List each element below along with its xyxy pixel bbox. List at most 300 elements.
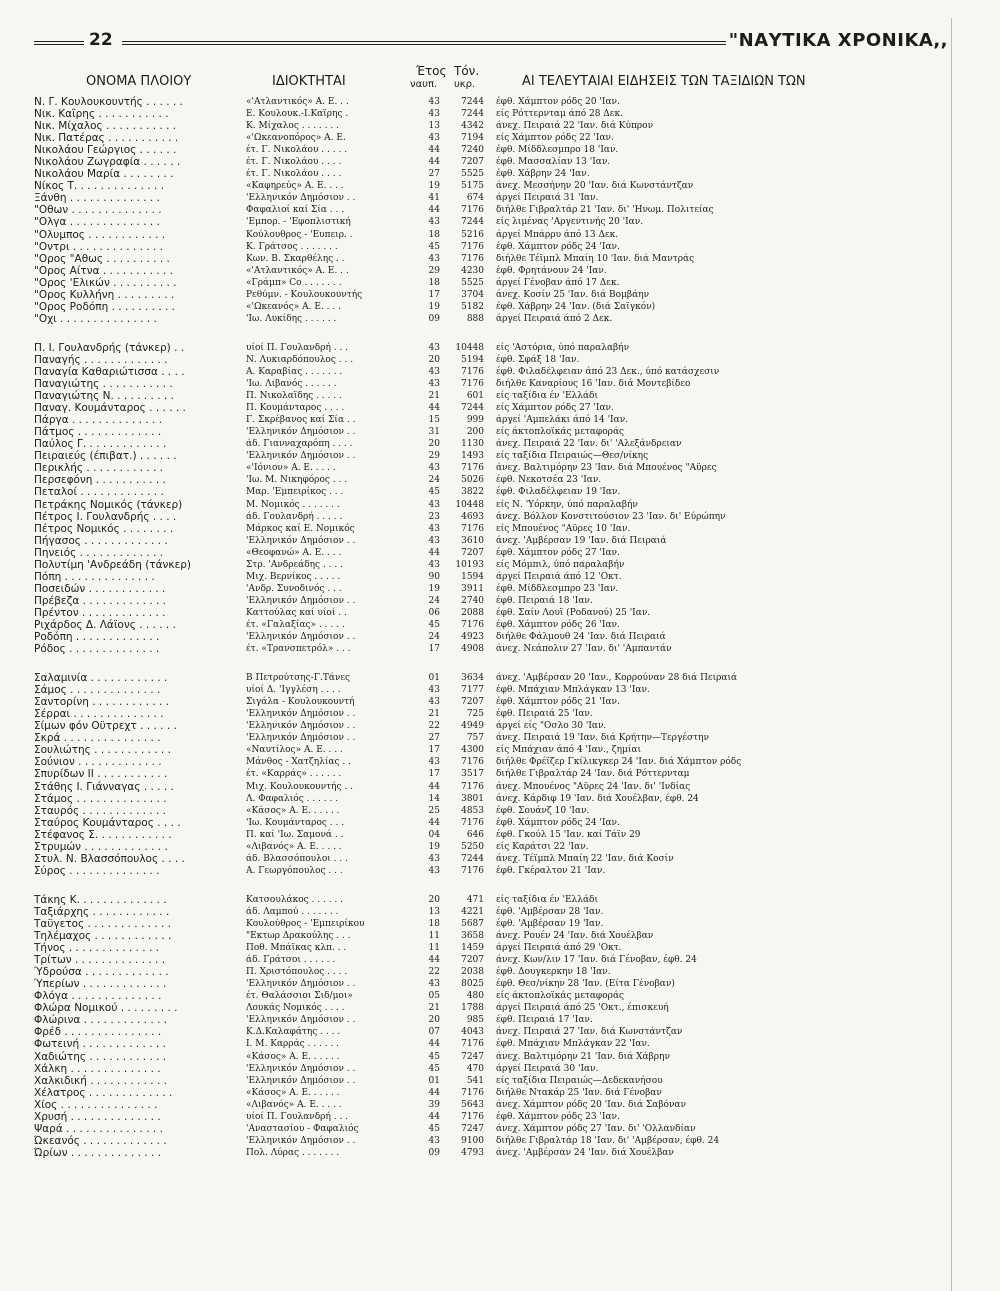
tonnage: 541 bbox=[466, 1075, 484, 1086]
build-year: 05 bbox=[428, 991, 440, 1002]
table-row bbox=[34, 96, 914, 108]
owner-name: υίοί Π. Γουλανδρή . . . bbox=[246, 1111, 349, 1122]
table-row bbox=[34, 132, 914, 144]
table-row bbox=[34, 1135, 914, 1147]
voyage-news: είς Ν. 'Υόρκην, ύπό παραλαβήν bbox=[496, 499, 638, 510]
voyage-news: είς άκτοπλοϊκάς μεταφοράς bbox=[496, 427, 625, 438]
ship-name: "Ορος "Αθως . . . . . . . . . . bbox=[34, 252, 170, 265]
tonnage: 5194 bbox=[461, 354, 484, 365]
voyage-news: έφθ. Χάμπτον ρόδς 26 'Ιαν. bbox=[496, 619, 620, 630]
tonnage: 9100 bbox=[461, 1135, 484, 1146]
ship-name: "Ορος Ροδόπη . . . . . . . . . . bbox=[34, 300, 176, 313]
build-year: 43 bbox=[428, 379, 440, 390]
table-row bbox=[34, 289, 914, 301]
voyage-news: έφθ. Μασσαλίαν 13 'Ιαν. bbox=[496, 157, 611, 168]
table-row bbox=[34, 402, 914, 414]
tonnage: 888 bbox=[466, 313, 484, 324]
voyage-news: έφθ. Πειραιά 17 'Ιαν. bbox=[496, 1015, 593, 1026]
tonnage: 5687 bbox=[461, 919, 484, 929]
build-year: 43 bbox=[428, 559, 440, 570]
ship-name: Φωτεινή . . . . . . . . . . . . . bbox=[34, 1038, 166, 1051]
owner-name: 'Ιω. Κουμάνταρος . . . bbox=[246, 817, 345, 828]
build-year: 18 bbox=[428, 277, 440, 288]
ship-name: Παναγιώτης . . . . . . . . . . . bbox=[34, 378, 173, 391]
tonnage: 5175 bbox=[461, 181, 484, 192]
owner-name: Μ. Νομικός . . . . . . . bbox=[246, 499, 340, 510]
voyage-news: είς Μπουένος "Αϋρες 10 'Ιαν. bbox=[496, 523, 631, 534]
tonnage: 7176 bbox=[461, 1087, 484, 1098]
table-row bbox=[34, 535, 914, 547]
table-row bbox=[34, 672, 914, 684]
build-year: 20 bbox=[428, 439, 440, 450]
build-year: 44 bbox=[428, 817, 440, 828]
tonnage: 3517 bbox=[461, 769, 484, 780]
ship-name: Φλώρα Νομικού . . . . . . . . . bbox=[34, 1002, 178, 1015]
ship-name: Σίμων φόν Οϋτρεχτ . . . . . . bbox=[34, 720, 177, 733]
owner-name: 'Ελληνικόν Δημόσιον . . bbox=[246, 193, 356, 204]
owner-name: άδ. Βλασσόπουλοι . . . bbox=[246, 853, 348, 864]
tonnage: 7244 bbox=[461, 97, 484, 107]
tonnage: 3911 bbox=[461, 583, 484, 594]
magazine-title: "ΝΑΥΤΙΚΑ ΧΡΟΝΙΚΑ,, bbox=[728, 30, 948, 51]
tonnage: 3634 bbox=[461, 673, 484, 684]
owner-name: Κατσουλάκος . . . . . . bbox=[246, 894, 344, 905]
voyage-news: διήλθε Γιβραλτάρ 21 'Ιαν. δι' 'Ηνωμ. Πολιτείας bbox=[496, 205, 714, 216]
header-news: ΑΙ ΤΕΛΕΥΤΑΙΑΙ ΕΙΔΗΣΕΙΣ ΤΩΝ ΤΑΞΙΔΙΩΝ ΤΩΝ bbox=[522, 74, 806, 89]
tonnage: 5525 bbox=[461, 169, 484, 180]
table-row bbox=[34, 301, 914, 313]
ship-name: Ρόδος . . . . . . . . . . . . . . bbox=[34, 643, 160, 656]
owner-name: Κ. Γράτσος . . . . . . . bbox=[246, 241, 338, 252]
tonnage: 7176 bbox=[461, 865, 484, 876]
table-row bbox=[34, 486, 914, 498]
tonnage: 5643 bbox=[461, 1099, 484, 1110]
tonnage: 4793 bbox=[461, 1147, 484, 1158]
voyage-news: άνεχ. Χάμπτον ρόδς 27 'Ιαν. δι' 'Ολλανδίαν bbox=[496, 1123, 696, 1134]
ship-name: Σταύρος Κουμάνταρος . . . . bbox=[34, 816, 181, 829]
table-row bbox=[34, 954, 914, 966]
table-row bbox=[34, 781, 914, 793]
owner-name: 'Ελληνικόν Δημόσιον . . bbox=[246, 595, 356, 606]
tonnage: 7207 bbox=[461, 955, 484, 966]
owner-name: έτ. «Τρανσπετρόλ» . . . bbox=[246, 644, 351, 655]
ship-name: Πηνειός . . . . . . . . . . . . . bbox=[34, 546, 164, 559]
voyage-news: είς Χάμπτον ρόδς 27 'Ιαν. bbox=[496, 403, 614, 414]
tonnage: 601 bbox=[466, 391, 484, 402]
build-year: 18 bbox=[428, 229, 440, 240]
owner-name: Λ. Φαφαλιός . . . . . . bbox=[246, 793, 339, 804]
voyage-news: άργεί Πειραιά 31 'Ιαν. bbox=[496, 193, 599, 204]
ship-name: Παναγής . . . . . . . . . . . . . bbox=[34, 353, 168, 366]
tonnage: 985 bbox=[466, 1015, 484, 1026]
table-row bbox=[34, 829, 914, 841]
voyage-news: άργεί Πειραιά άπό 12 'Οκτ. bbox=[496, 571, 622, 582]
owner-name: Μάρκος καί Ε. Νομικός bbox=[246, 523, 355, 534]
header-tons: Τόν. bbox=[454, 64, 480, 78]
tonnage: 3610 bbox=[461, 535, 484, 546]
tonnage: 646 bbox=[466, 829, 484, 840]
owner-name: έτ. «Καρράς» . . . . . . bbox=[246, 769, 342, 780]
build-year: 23 bbox=[428, 511, 440, 522]
table-row bbox=[34, 978, 914, 990]
voyage-news: άνεχ. 'Αμβέρσαν 20 'Ιαν., Κορρούναν 28 διά Πειραιά bbox=[496, 673, 738, 684]
owner-name: έτ. Γ. Νικολάου . . . . bbox=[246, 157, 342, 168]
table-row bbox=[34, 990, 914, 1002]
build-year: 09 bbox=[428, 1147, 440, 1158]
ship-name: Νικολάου Μαρία . . . . . . . . bbox=[34, 168, 174, 181]
tonnage: 10448 bbox=[455, 499, 484, 510]
tonnage: 5026 bbox=[461, 475, 484, 486]
ship-name: Χαδιώτης . . . . . . . . . . . . bbox=[34, 1050, 167, 1063]
voyage-news: έφθ. Χάβρην 24 'Ιαν. bbox=[496, 169, 590, 180]
voyage-news: άργεί Πειραιά άπό 2 Δεκ. bbox=[496, 313, 613, 324]
voyage-news: διήλθε Γιβραλτάρ 24 'Ιαν. διά Ρόττερνταμ bbox=[496, 769, 690, 780]
owner-name: Α. Καραβίας . . . . . . . bbox=[246, 366, 343, 377]
header-year: Έτος bbox=[416, 64, 447, 78]
owner-name: 'Ιω. Λυκίδης . . . . . . bbox=[246, 313, 337, 324]
ship-name: Πόπη . . . . . . . . . . . . . . bbox=[34, 570, 155, 583]
ship-name: Ξάνθη . . . . . . . . . . . . . . bbox=[34, 192, 160, 205]
table-row bbox=[34, 390, 914, 402]
tonnage: 4949 bbox=[461, 721, 484, 732]
header-rule bbox=[122, 41, 726, 45]
build-year: 22 bbox=[428, 967, 440, 978]
table-row bbox=[34, 1087, 914, 1099]
build-year: 17 bbox=[428, 745, 440, 756]
tonnage: 3822 bbox=[461, 487, 484, 498]
tonnage: 1459 bbox=[461, 943, 484, 954]
table-row bbox=[34, 547, 914, 559]
build-year: 20 bbox=[428, 354, 440, 365]
page-edge bbox=[951, 18, 952, 1291]
owner-name: 'Ελληνικόν Δημόσιον . . bbox=[246, 733, 356, 744]
voyage-news: άργεί Γένοβαν άπό 17 Δεκ. bbox=[496, 277, 620, 288]
owner-name: 'Ελληνικόν Δημόσιον . . bbox=[246, 427, 356, 438]
build-year: 43 bbox=[428, 109, 440, 120]
owner-name: «Κάσος» Α. Ε. . . . . . bbox=[246, 805, 340, 816]
ship-name: "Ορος 'Ελικών . . . . . . . . . . bbox=[34, 276, 177, 289]
ship-name: Τάκης Κ. . . . . . . . . . . . . . bbox=[34, 893, 167, 906]
build-year: 19 bbox=[428, 181, 440, 192]
ship-section bbox=[34, 342, 914, 655]
table-row bbox=[34, 366, 914, 378]
owner-name: Κουλούθρος - 'Εμπειρίκου bbox=[246, 919, 365, 929]
owner-name: «'Ωκεανοπόρος» Α. Ε. bbox=[246, 133, 346, 144]
build-year: 44 bbox=[428, 1039, 440, 1050]
owner-name: Ν. Λυκιαρδόπουλος . . . bbox=[246, 354, 354, 365]
ship-name: Π. Ι. Γουλανδρής (τάνκερ) . . bbox=[34, 341, 185, 354]
voyage-news: έφθ. Φιλαδέλφειαν 19 'Ιαν. bbox=[496, 487, 621, 498]
voyage-news: έφθ. Πειραιά 25 'Ιαν. bbox=[496, 709, 593, 720]
ship-name: Ποσειδών . . . . . . . . . . . . bbox=[34, 582, 166, 595]
table-row bbox=[34, 378, 914, 390]
voyage-news: έφθ. Σαίν Λουΐ (Ροδανού) 25 'Ιαν. bbox=[496, 607, 651, 618]
voyage-news: άνεχ. Μπουένος "Αϋρες 24 'Ιαν. δι' 'Ινδίας bbox=[496, 781, 691, 792]
owner-name: 'Ελληνικόν Δημόσιον . . bbox=[246, 1015, 356, 1026]
owner-name: έτ. Γ. Νικολάου . . . . . bbox=[246, 145, 348, 156]
build-year: 44 bbox=[428, 145, 440, 156]
build-year: 25 bbox=[428, 805, 440, 816]
voyage-news: έφθ. 'Αμβέρσαν 28 'Ιαν. bbox=[496, 906, 604, 917]
tonnage: 7176 bbox=[461, 781, 484, 792]
ship-name: Νικ. Μίχαλος . . . . . . . . . . . bbox=[34, 120, 177, 133]
table-row bbox=[34, 474, 914, 486]
build-year: 44 bbox=[428, 1087, 440, 1098]
header-owners: ΙΔΙΟΚΤΗΤΑΙ bbox=[272, 74, 346, 89]
voyage-news: άνεχ. Βαλτιμόρην 21 'Ιαν. διά Χάβρην bbox=[496, 1051, 670, 1062]
table-row bbox=[34, 942, 914, 954]
voyage-news: έφθ. Χάμπτον ρόδς 20 'Ιαν. bbox=[496, 97, 620, 107]
build-year: 24 bbox=[428, 475, 440, 486]
ship-name: Τήνος . . . . . . . . . . . . . . bbox=[34, 942, 159, 955]
voyage-news: άνεχ. Τέϊμπλ Μπαίη 22 'Ιαν. διά Κοσίν bbox=[496, 853, 674, 864]
voyage-news: είς ταξίδια Πειραιώς—Δεδεκανήσου bbox=[496, 1075, 663, 1086]
owner-name: Πολ. Λύρας . . . . . . . bbox=[246, 1147, 340, 1158]
table-row bbox=[34, 684, 914, 696]
tonnage: 2038 bbox=[461, 967, 484, 978]
tonnage: 7240 bbox=[461, 145, 484, 156]
table-row bbox=[34, 720, 914, 732]
owner-name: άδ. Γουλανδρή . . . . . bbox=[246, 511, 343, 522]
tonnage: 7244 bbox=[461, 403, 484, 414]
ship-name: Πεταλοί . . . . . . . . . . . . . bbox=[34, 486, 164, 499]
tonnage: 7207 bbox=[461, 547, 484, 558]
tonnage: 4300 bbox=[461, 745, 484, 756]
build-year: 18 bbox=[428, 919, 440, 929]
build-year: 13 bbox=[428, 121, 440, 132]
tonnage: 757 bbox=[466, 733, 484, 744]
table-row bbox=[34, 499, 914, 511]
header-year-sub: ναυπ. bbox=[410, 79, 438, 90]
table-row bbox=[34, 744, 914, 756]
tonnage: 4853 bbox=[461, 805, 484, 816]
ship-name: Πέτρος Νομικός . . . . . . . . bbox=[34, 522, 174, 535]
owner-name: 'Αναστασίου - Φαφαλιός bbox=[246, 1123, 359, 1134]
tonnage: 7244 bbox=[461, 217, 484, 228]
tonnage: 7207 bbox=[461, 157, 484, 168]
owner-name: άδ. Λαμπού . . . . . . . bbox=[246, 906, 339, 917]
table-row bbox=[34, 1026, 914, 1038]
owner-name: «Γράμπ» Co . . . . . . . bbox=[246, 277, 342, 288]
page-header bbox=[34, 30, 948, 54]
ship-name: Ριχάρδος Δ. Λάϊονς . . . . . . bbox=[34, 618, 176, 631]
build-year: 45 bbox=[428, 1063, 440, 1074]
table-row bbox=[34, 768, 914, 780]
table-row bbox=[34, 756, 914, 768]
build-year: 45 bbox=[428, 1051, 440, 1062]
owner-name: έτ. Θαλάσσιοι Σιδ/μοι» bbox=[246, 991, 353, 1002]
tonnage: 1130 bbox=[461, 439, 484, 450]
table-row bbox=[34, 865, 914, 877]
owner-name: "Εκτωρ Δρακούλης . . . bbox=[246, 931, 351, 942]
build-year: 24 bbox=[428, 595, 440, 606]
owner-name: Κων. Β. Σκαρθέλης . . bbox=[246, 253, 345, 264]
owner-name: «Λιβανός» Α. Ε. . . . . bbox=[246, 1099, 342, 1110]
table-row bbox=[34, 1063, 914, 1075]
table-row bbox=[34, 1051, 914, 1063]
ship-section bbox=[34, 894, 914, 1159]
voyage-news: άνεχ. 'Αμβέρσαν 24 'Ιαν. διά Χουέλβαν bbox=[496, 1147, 674, 1158]
tonnage: 4230 bbox=[461, 265, 484, 276]
ship-name: Σούνιον . . . . . . . . . . . . . bbox=[34, 756, 162, 769]
table-row bbox=[34, 918, 914, 930]
tonnage: 3801 bbox=[461, 793, 484, 804]
table-row bbox=[34, 894, 914, 906]
owner-name: Μιχ. Κουλουκουντής . . bbox=[246, 781, 353, 792]
ship-name: Φρέδ . . . . . . . . . . . . . . . bbox=[34, 1026, 162, 1039]
build-year: 19 bbox=[428, 841, 440, 852]
build-year: 01 bbox=[428, 1075, 440, 1086]
voyage-news: έφθ. Σφάξ 18 'Ιαν. bbox=[496, 354, 580, 365]
table-row bbox=[34, 708, 914, 720]
table-row bbox=[34, 559, 914, 571]
build-year: 01 bbox=[428, 673, 440, 684]
tonnage: 5525 bbox=[461, 277, 484, 288]
table-row bbox=[34, 817, 914, 829]
table-row bbox=[34, 631, 914, 643]
owner-name: έτ. Γ. Νικολάου . . . . bbox=[246, 169, 342, 180]
table-row bbox=[34, 144, 914, 156]
owner-name: Ε. Κουλουκ.-Ι.Καΐρης . bbox=[246, 109, 349, 120]
tonnage: 7244 bbox=[461, 109, 484, 120]
ship-name: Πάτμος . . . . . . . . . . . . . bbox=[34, 426, 162, 439]
build-year: 45 bbox=[428, 241, 440, 252]
ship-name: "Ορος Κυλλήνη . . . . . . . . . bbox=[34, 288, 175, 301]
build-year: 43 bbox=[428, 523, 440, 534]
build-year: 11 bbox=[428, 943, 440, 954]
voyage-news: διήλθε Τέϊμπλ Μπαίη 10 'Ιαν. διά Μαντράς bbox=[496, 253, 695, 264]
owner-name: «Ναυτίλος» Α. Ε. . . . bbox=[246, 745, 343, 756]
owner-name: Π. Κουμάνταρος . . . . bbox=[246, 403, 345, 414]
tonnage: 10193 bbox=[455, 559, 484, 570]
header-ship-name: ΟΝΟΜΑ ΠΛΟΙΟΥ bbox=[86, 74, 192, 89]
tonnage: 4923 bbox=[461, 632, 484, 643]
build-year: 45 bbox=[428, 487, 440, 498]
ship-name: Τρίτων . . . . . . . . . . . . . . bbox=[34, 954, 166, 967]
table-row bbox=[34, 120, 914, 132]
voyage-news: άργεί 'Αμπελάκι άπό 14 'Ιαν. bbox=[496, 415, 629, 426]
table-row bbox=[34, 966, 914, 978]
voyage-news: έφθ. Μπάχιαν Μπλάγκαν 22 'Ιαν. bbox=[496, 1039, 650, 1050]
ship-name: Ταΰγετος . . . . . . . . . . . . . bbox=[34, 918, 171, 930]
tonnage: 471 bbox=[466, 894, 484, 905]
table-row bbox=[34, 571, 914, 583]
table-row bbox=[34, 354, 914, 366]
build-year: 21 bbox=[428, 709, 440, 720]
ship-name: Νικολάου Ζωγραφία . . . . . . bbox=[34, 156, 181, 169]
tonnage: 3658 bbox=[461, 931, 484, 942]
ship-name: Πρέντον . . . . . . . . . . . . . bbox=[34, 606, 166, 619]
build-year: 17 bbox=[428, 644, 440, 655]
owner-name: 'Ελληνικόν Δημόσιον . . bbox=[246, 451, 356, 462]
owner-name: Π. Χριστόπουλος . . . . bbox=[246, 967, 348, 978]
tonnage: 4908 bbox=[461, 644, 484, 655]
build-year: 14 bbox=[428, 793, 440, 804]
build-year: 09 bbox=[428, 313, 440, 324]
ship-name: "Οχι . . . . . . . . . . . . . . . bbox=[34, 312, 157, 325]
table-row bbox=[34, 253, 914, 265]
owner-name: 'Ελληνικόν Δημόσιον . . bbox=[246, 709, 356, 720]
table-row bbox=[34, 732, 914, 744]
ship-list bbox=[34, 96, 914, 1176]
owner-name: Α. Γεωργόπουλος . . . bbox=[246, 865, 343, 876]
tonnage: 674 bbox=[466, 193, 484, 204]
table-row bbox=[34, 342, 914, 354]
table-row bbox=[34, 277, 914, 289]
owner-name: «'Ιόνιον» Α. Ε. . . . . bbox=[246, 463, 336, 474]
ship-name: Σουλιώτης . . . . . . . . . . . . bbox=[34, 744, 171, 757]
ship-name: Σέρραι . . . . . . . . . . . . . . bbox=[34, 708, 164, 721]
voyage-news: είς Καράτσι 22 'Ιαν. bbox=[496, 841, 589, 852]
build-year: 43 bbox=[428, 535, 440, 546]
build-year: 20 bbox=[428, 1015, 440, 1026]
build-year: 19 bbox=[428, 583, 440, 594]
table-row bbox=[34, 619, 914, 631]
build-year: 43 bbox=[428, 979, 440, 990]
build-year: 43 bbox=[428, 253, 440, 264]
voyage-news: έφθ. Φρητάνουν 24 'Ιαν. bbox=[496, 265, 607, 276]
table-row bbox=[34, 930, 914, 942]
voyage-news: άνεχ. Πειραιά 22 'Ιαν. δι' 'Αλεξάνδρειαν bbox=[496, 439, 682, 450]
owner-name: Φαφαλιοί καί Σία . . . bbox=[246, 205, 345, 216]
build-year: 06 bbox=[428, 607, 440, 618]
build-year: 43 bbox=[428, 342, 440, 353]
voyage-news: έφθ. 'Αμβέρσαν 19 'Ιαν. bbox=[496, 919, 604, 929]
ship-name: Χαλκιδική . . . . . . . . . . . . bbox=[34, 1074, 167, 1087]
owner-name: Π. Νικολαΐδης . . . . . bbox=[246, 391, 342, 402]
owner-name: 'Ανδρ. Συνοδινός . . . bbox=[246, 583, 342, 594]
owner-name: υίοί Π. Γουλανδρή . . . bbox=[246, 342, 349, 353]
owner-name: Ρεθύμν. - Κουλουκουντής bbox=[246, 289, 363, 300]
ship-name: Ύπερίων . . . . . . . . . . . . . bbox=[34, 978, 167, 991]
build-year: 43 bbox=[428, 366, 440, 377]
voyage-news: έφθ. Νεκοτσέα 23 'Ιαν. bbox=[496, 475, 602, 486]
voyage-news: έφθ. Χάμπτον ρόδς 24 'Ιαν. bbox=[496, 817, 620, 828]
tonnage: 7207 bbox=[461, 697, 484, 708]
table-row bbox=[34, 805, 914, 817]
table-row bbox=[34, 265, 914, 277]
ship-name: Παναγιώτης Ν. . . . . . . . . . bbox=[34, 390, 174, 403]
owner-name: Γ. Σκρέβανος καί Σία . . bbox=[246, 415, 356, 426]
table-row bbox=[34, 643, 914, 655]
tonnage: 2088 bbox=[461, 607, 484, 618]
voyage-news: έφθ. Χάμπτον ρόδς 23 'Ιαν. bbox=[496, 1111, 620, 1122]
owner-name: Ι. Μ. Καρράς . . . . . . bbox=[246, 1039, 340, 1050]
tonnage: 7176 bbox=[461, 366, 484, 377]
voyage-news: έφθ. Χάμπτον ρόδς 27 'Ιαν. bbox=[496, 547, 620, 558]
voyage-news: είς λιμένας 'Αργεντινής 20 'Ιαν. bbox=[496, 217, 644, 228]
ship-name: Νικ. Καΐρης . . . . . . . . . . . bbox=[34, 108, 169, 121]
header-tons-sub: υκρ. bbox=[454, 79, 476, 90]
build-year: 11 bbox=[428, 931, 440, 942]
ship-name: Πήγασος . . . . . . . . . . . . . bbox=[34, 534, 168, 547]
voyage-news: άνεχ. Κάρδιφ 19 'Ιαν. διά Χουέλβαν, έφθ. 24 bbox=[496, 793, 699, 804]
voyage-news: διήλθε Καναρίους 16 'Ιαν. διά Μοντεβίδεο bbox=[496, 379, 691, 390]
voyage-news: έφθ. Μπάχιαν Μπλάγκαν 13 'Ιαν. bbox=[496, 685, 650, 696]
table-row bbox=[34, 241, 914, 253]
tonnage: 7244 bbox=[461, 853, 484, 864]
page-number: 22 bbox=[89, 30, 113, 50]
voyage-news: είς ταξίδια Πειραιώς—Θεσ/νίκης bbox=[496, 451, 649, 462]
build-year: 17 bbox=[428, 289, 440, 300]
table-row bbox=[34, 450, 914, 462]
build-year: 43 bbox=[428, 1135, 440, 1146]
ship-name: Ύδρούσα . . . . . . . . . . . . . bbox=[34, 966, 169, 979]
ship-name: Παναγία Καθαριώτισσα . . . . bbox=[34, 365, 185, 378]
voyage-news: έφθ. Μίδδλεσμπρο 18 'Ιαν. bbox=[496, 145, 619, 156]
table-row bbox=[34, 1099, 914, 1111]
tonnage: 7247 bbox=[461, 1123, 484, 1134]
